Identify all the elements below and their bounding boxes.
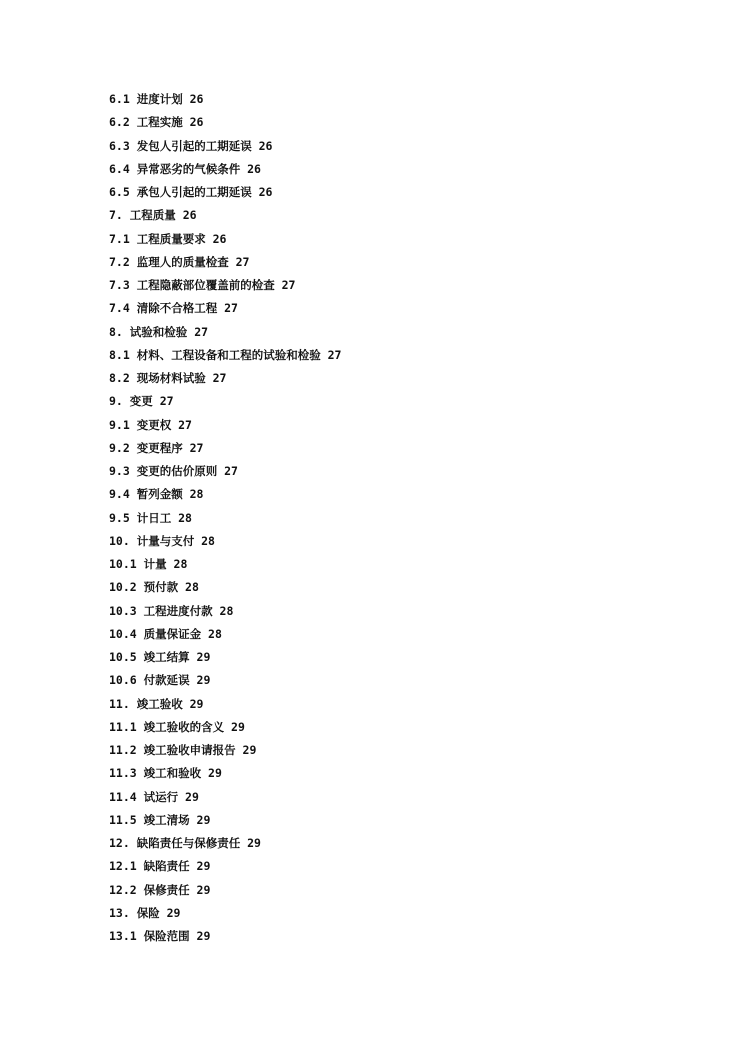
toc-entry[interactable]: 13. 保险 29 <box>109 905 181 920</box>
toc-entry[interactable]: 9.5 计日工 28 <box>109 510 192 525</box>
toc-entry[interactable]: 12.1 缺陷责任 29 <box>109 859 211 874</box>
toc-entry[interactable]: 11.5 竣工清场 29 <box>109 812 211 827</box>
toc-entry[interactable]: 8.1 材料、工程设备和工程的试验和检验 27 <box>109 347 342 362</box>
toc-entry[interactable]: 10.6 付款延误 29 <box>109 673 211 688</box>
toc-entry[interactable]: 6.2 工程实施 26 <box>109 115 204 130</box>
toc-entry[interactable]: 6.5 承包人引起的工期延误 26 <box>109 185 273 199</box>
table-of-contents <box>109 88 341 948</box>
toc-entry[interactable]: 10.4 质量保证金 28 <box>109 626 222 641</box>
toc-entry[interactable]: 9.3 变更的估价原则 27 <box>109 464 238 478</box>
toc-entry[interactable]: 6.4 异常恶劣的气候条件 26 <box>109 161 261 176</box>
toc-entry[interactable]: 8.2 现场材料试验 27 <box>109 371 227 385</box>
toc-entry[interactable]: 7.1 工程质量要求 26 <box>109 231 227 246</box>
toc-entry[interactable]: 9. 变更 27 <box>109 394 174 409</box>
toc-entry[interactable]: 6.1 进度计划 26 <box>109 92 204 106</box>
toc-entry[interactable]: 12. 缺陷责任与保修责任 29 <box>109 836 261 850</box>
toc-entry[interactable]: 10. 计量与支付 28 <box>109 533 215 548</box>
toc-entry[interactable]: 7.4 清除不合格工程 27 <box>109 301 238 316</box>
toc-entry[interactable]: 11.3 竣工和验收 29 <box>109 766 222 781</box>
toc-entry[interactable]: 9.2 变更程序 27 <box>109 440 204 455</box>
toc-entry[interactable]: 11.1 竣工验收的含义 29 <box>109 719 245 734</box>
toc-entry[interactable]: 13.1 保险范围 29 <box>109 929 211 943</box>
toc-entry[interactable]: 10.5 竣工结算 29 <box>109 650 211 664</box>
toc-entry[interactable]: 10.2 预付款 28 <box>109 580 199 595</box>
toc-entry[interactable]: 10.3 工程进度付款 28 <box>109 603 234 618</box>
toc-entry[interactable]: 9.4 暂列金额 28 <box>109 487 204 502</box>
toc-entry[interactable]: 8. 试验和检验 27 <box>109 324 209 339</box>
toc-entry[interactable]: 9.1 变更权 27 <box>109 417 192 432</box>
toc-entry[interactable]: 10.1 计量 28 <box>109 557 188 571</box>
toc-entry[interactable]: 11.2 竣工验收申请报告 29 <box>109 743 257 757</box>
toc-entry[interactable]: 11.4 试运行 29 <box>109 789 199 804</box>
toc-entry[interactable]: 6.3 发包人引起的工期延误 26 <box>109 138 273 153</box>
toc-entry[interactable]: 7.2 监理人的质量检查 27 <box>109 254 250 269</box>
toc-entry[interactable]: 7. 工程质量 26 <box>109 208 197 223</box>
toc-entry[interactable]: 12.2 保修责任 29 <box>109 882 211 897</box>
toc-entry[interactable]: 11. 竣工验收 29 <box>109 696 204 711</box>
toc-entry[interactable]: 7.3 工程隐蔽部位覆盖前的检查 27 <box>109 278 296 292</box>
